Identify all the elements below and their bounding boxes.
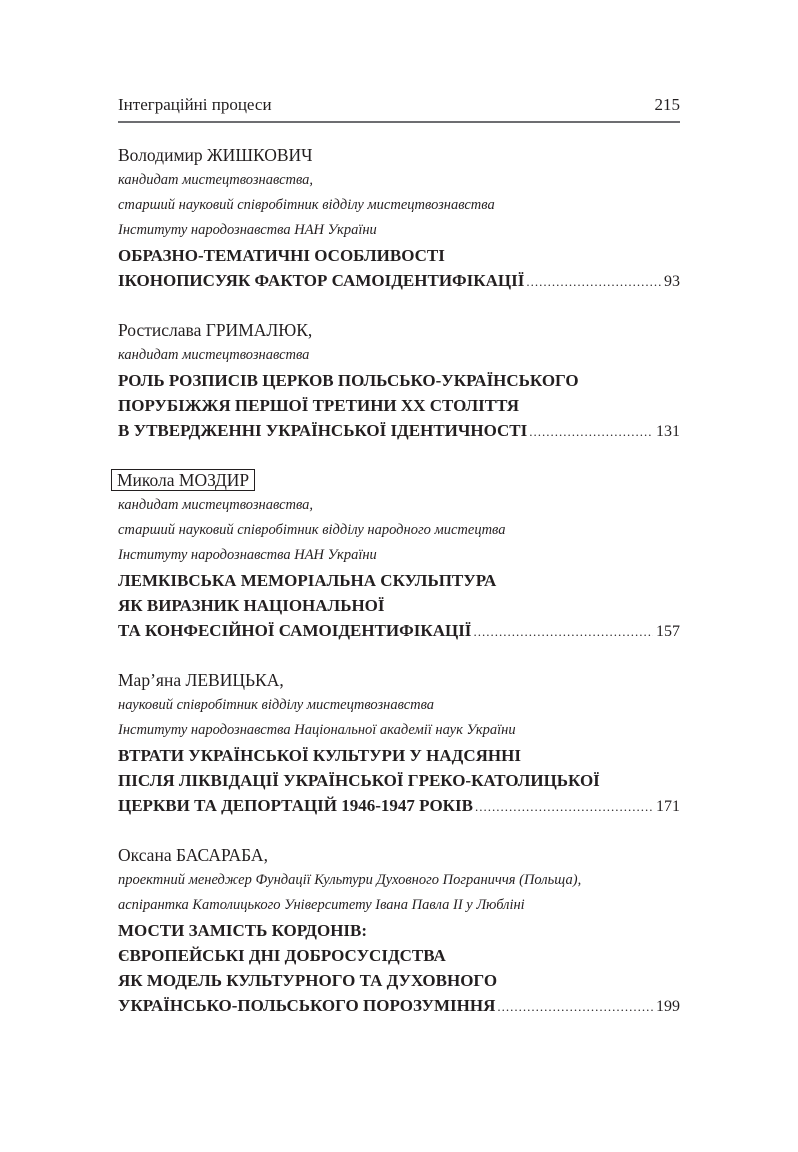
dot-leader (475, 794, 653, 819)
running-header (118, 92, 680, 118)
affiliation-line: старший науковий співробітник відділу народного мистецтва (118, 522, 506, 538)
title-line: ВТРАТИ УКРАЇНСЬКОЇ КУЛЬТУРИ У НАДСЯННІ (118, 746, 521, 765)
title-line-last (118, 993, 680, 1018)
affiliation-line: Інституту народознавства НАН України (118, 547, 377, 563)
affiliation-line: Інституту народознавства НАН України (118, 222, 377, 238)
title-line: ЯК ВИРАЗНИК НАЦІОНАЛЬНОЇ (118, 596, 385, 615)
title-line-last (118, 418, 680, 443)
title-line: МОСТИ ЗАМІСТЬ КОРДОНІВ: (118, 921, 368, 940)
title-text: ТА КОНФЕСІЙНОЇ САМОІДЕНТИФІКАЦІЇ (118, 621, 472, 640)
affiliation-line: кандидат мистецтвознавства, (118, 497, 314, 513)
author-name: Володимир ЖИШКОВИЧ (118, 145, 313, 165)
toc-entry (118, 843, 680, 1018)
author-name: Ростислава ГРИМАЛЮК, (118, 320, 313, 340)
section-title: Інтеграційні процеси (118, 95, 272, 114)
entry-page-number: 171 (656, 798, 680, 815)
title-text: ЦЕРКВИ ТА ДЕПОРТАЦІЙ 1946-1947 РОКІВ (118, 796, 473, 815)
title-text: УКРАЇНСЬКО-ПОЛЬСЬКОГО ПОРОЗУМІННЯ (118, 996, 496, 1015)
affiliation-line: науковий співробітник відділу мистецтвознавства (118, 697, 435, 713)
author-line (118, 143, 680, 168)
entry-page-number: 131 (656, 423, 680, 440)
table-of-contents (118, 143, 680, 1043)
toc-entry (118, 143, 680, 293)
author-name: Микола МОЗДИР (111, 469, 255, 491)
title-text: ІКОНОПИСУЯК ФАКТОР САМОІДЕНТИФІКАЦІЇ (118, 271, 525, 290)
page-number: 215 (654, 95, 680, 114)
author-line (118, 668, 680, 693)
author-name: Мар’яна ЛЕВИЦЬКА, (118, 670, 284, 690)
title-line-last (118, 618, 680, 643)
author-line (118, 468, 680, 493)
affiliation-line: проектний менеджер Фундації Культури Духовного Пограниччя (Польща), (118, 872, 582, 888)
title-line: ЯК МОДЕЛЬ КУЛЬТУРНОГО ТА ДУХОВНОГО (118, 971, 498, 990)
title-line-last (118, 268, 680, 293)
toc-entry (118, 468, 680, 643)
title-line: РОЛЬ РОЗПИСІВ ЦЕРКОВ ПОЛЬСЬКО-УКРАЇНСЬКОГО (118, 371, 579, 390)
header-rule (118, 121, 680, 123)
affiliation-line: кандидат мистецтвознавства, (118, 172, 314, 188)
toc-entry (118, 668, 680, 818)
title-line-last (118, 793, 680, 818)
entry-page-number: 199 (656, 998, 680, 1015)
entry-page-number: 157 (656, 623, 680, 640)
author-name: Оксана БАСАРАБА, (118, 845, 268, 865)
affiliation-line: аспірантка Католицького Університету Івана Павла ІІ у Любліні (118, 897, 525, 913)
author-line (118, 318, 680, 343)
dot-leader (529, 419, 653, 444)
affiliation-line: Інституту народознавства Національної академії наук України (118, 722, 516, 738)
affiliation-line: старший науковий співробітник відділу мистецтвознавства (118, 197, 495, 213)
dot-leader (473, 619, 653, 644)
title-line: ПОРУБІЖЖЯ ПЕРШОЇ ТРЕТИНИ ХХ СТОЛІТТЯ (118, 396, 520, 415)
toc-entry (118, 318, 680, 443)
title-line: ЛЕМКІВСЬКА МЕМОРІАЛЬНА СКУЛЬПТУРА (118, 571, 497, 590)
dot-leader (526, 269, 661, 294)
entry-page-number: 93 (664, 273, 680, 290)
title-line: ОБРАЗНО-ТЕМАТИЧНІ ОСОБЛИВОСТІ (118, 246, 445, 265)
author-line (118, 843, 680, 868)
title-line: ЄВРОПЕЙСЬКІ ДНІ ДОБРОСУСІДСТВА (118, 946, 446, 965)
dot-leader (497, 994, 653, 1019)
title-text: В УТВЕРДЖЕННІ УКРАЇНСЬКОЇ ІДЕНТИЧНОСТІ (118, 421, 528, 440)
title-line: ПІСЛЯ ЛІКВІДАЦІЇ УКРАЇНСЬКОЇ ГРЕКО-КАТОЛИЦЬКОЇ (118, 771, 600, 790)
affiliation-line: кандидат мистецтвознавства (118, 347, 310, 363)
